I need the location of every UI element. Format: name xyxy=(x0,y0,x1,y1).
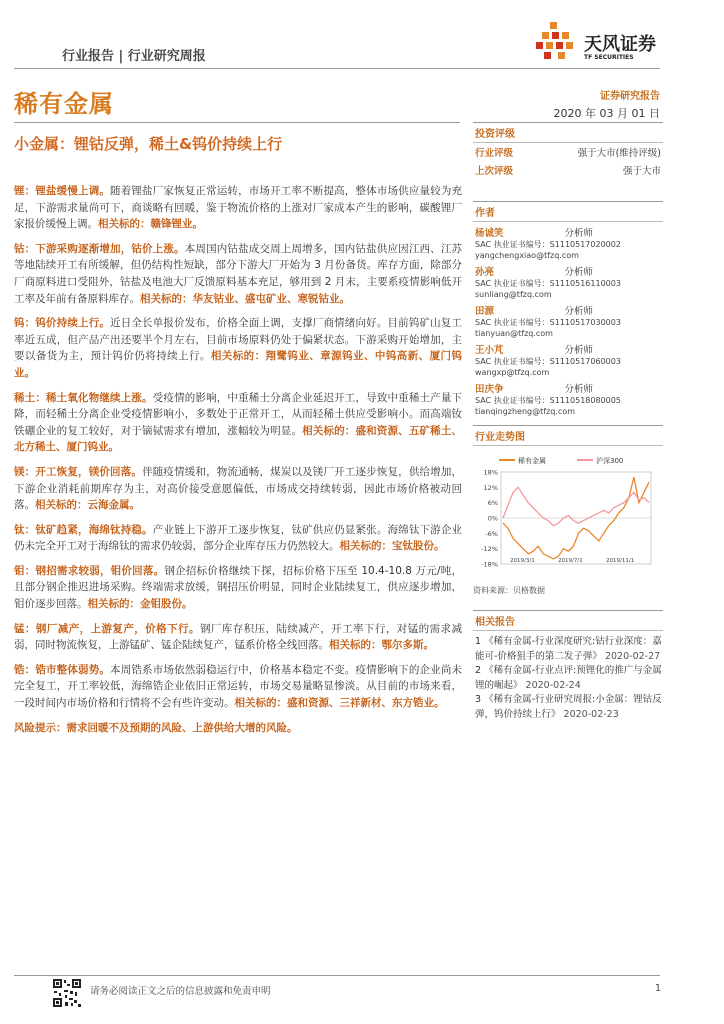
paragraph-lithium xyxy=(14,183,462,233)
paragraph-rare-earth xyxy=(14,390,462,456)
para-related: 相关标的：盛和资源、五矿稀土、北方稀土、厦门钨业。 xyxy=(14,424,462,454)
para-text: 本周国内钴盐成交周上周增多，国内钴盐供应因江西、江苏等地陆续开工有所缓解，但仍结构性短缺，部分下游大厂开始为 3 月份备货。库存方面，除部分厂商原料进口受阻外，钴盐及电池大厂反馈原料基本充足，够用到 2 月末，主要系疫情影响低开工率及年前有备原料库存。 xyxy=(14,242,463,305)
y-tick-label: 0% xyxy=(487,514,498,523)
paragraph-zirconium xyxy=(14,662,462,712)
analyst-email[interactable]: tianyuan@tfzq.com xyxy=(475,329,553,338)
analyst xyxy=(473,225,663,261)
analyst-name: 田庆争 xyxy=(475,384,504,395)
logo-name: 天风证券 xyxy=(584,34,656,55)
trend-chart xyxy=(473,452,663,596)
analyst-cert: SAC 执业证书编号：S1110517020002 xyxy=(475,240,621,249)
analyst-name: 孙亮 xyxy=(475,267,495,278)
analyst-cert: SAC 执业证书编号：S1110517060003 xyxy=(475,357,621,366)
para-text: 钢厂库存积压，陆续减产，开工率下行，对锰的需求减弱，同时物流恢复，上游锰矿、锰企陆续复产，锰系价格全线回落。 xyxy=(14,622,462,652)
para-lead: 钨：钨价持续上行。 xyxy=(14,317,111,330)
analyst xyxy=(473,303,663,339)
related-report-date: 2020-02-23 xyxy=(563,708,619,720)
report-category: 行业报告 | 行业研究周报 xyxy=(62,49,206,64)
prev-rating-label: 上次评级 xyxy=(475,166,514,177)
rating-label: 行业评级 xyxy=(475,148,514,159)
chart-source: 资料来源：贝格数据 xyxy=(473,586,545,595)
para-related: 相关标的：金钼股份。 xyxy=(87,598,193,611)
para-related: 相关标的：盛和资源、三祥新材、东方锆业。 xyxy=(234,697,445,710)
para-related: 相关标的：赣锋锂业。 xyxy=(98,218,203,231)
x-tick-label: 2019/11/1 xyxy=(606,558,635,564)
analyst xyxy=(473,342,663,378)
related-report[interactable] xyxy=(475,635,663,664)
para-lead: 锰：钢厂减产，上游复产，价格下行。 xyxy=(14,622,200,635)
para-related: 相关标的：翔鹭钨业、章源钨业、中钨高新、厦门钨业。 xyxy=(14,350,462,379)
x-tick-label: 2019/3/1 xyxy=(510,558,535,564)
footer-disclaimer: 请务必阅读正文之后的信息披露和免责申明 xyxy=(90,986,271,997)
related-heading: 相关报告 xyxy=(473,610,663,631)
y-tick-label: 12% xyxy=(483,483,498,492)
para-lead: 锆：锆市整体弱势。 xyxy=(14,663,111,676)
para-related: 相关标的：华友钴业、盛屯矿业、寒锐钴业。 xyxy=(140,292,350,305)
paragraph-manganese xyxy=(14,621,462,654)
legend-label-csi300: 沪深300 xyxy=(596,457,624,465)
legend-label-rare-metals: 稀有金属 xyxy=(518,457,546,465)
y-tick-label: -6% xyxy=(485,529,498,538)
analyst-email[interactable]: yangchengxiao@tfzq.com xyxy=(475,251,579,260)
analyst xyxy=(473,264,663,300)
paragraph-tungsten xyxy=(14,315,462,381)
related-report[interactable] xyxy=(475,693,663,722)
related-report-title: 2 《稀有金属-行业点评:预锂化的推广与金属锂的崛起》 xyxy=(475,665,662,691)
sidebar xyxy=(473,122,663,722)
analyst-role: 分析师 xyxy=(564,306,593,317)
analyst-role: 分析师 xyxy=(564,345,593,356)
analyst-email[interactable]: sunliang@tfzq.com xyxy=(475,290,552,299)
para-text: 受疫情的影响，中重稀土分离企业延迟开工，导致中重稀土产量下降，而轻稀土分离企业受疫情影响小，多数处于正常开工，从而轻稀土供应受影响小。而高端钕铁硼企业的复工较好，对于镝铽需求有增加，涨幅较为明显。 xyxy=(14,391,463,437)
analyst-email[interactable]: tianqingzheng@tfzq.com xyxy=(475,407,575,416)
chart-axes xyxy=(481,469,651,569)
related-report-date: 2020-02-24 xyxy=(525,679,581,691)
rating-value: 强于大市(维持评级) xyxy=(577,148,661,159)
page-number: 1 xyxy=(655,983,662,994)
para-text: 随着锂盐厂家恢复正常运转，市场开工率不断提高，整体市场供应量较为充足，下游需求量尚可下，商谈略有回暖，鉴于物流价格的上涨对厂家成本产生的影响，碳酸锂厂家报价缓慢上调。 xyxy=(14,185,463,231)
analyst-role: 分析师 xyxy=(564,228,593,239)
x-tick-label: 2019/7/1 xyxy=(558,558,583,564)
legend xyxy=(499,456,623,465)
related-report-title: 1 《稀有金属-行业深度研究:钴行业深度：嘉能可-价格狙手的第二发子弹》 xyxy=(475,636,662,662)
prev-rating-row xyxy=(473,161,663,179)
series-line-csi300 xyxy=(503,487,649,525)
y-tick-label: 6% xyxy=(487,499,498,508)
rating-row xyxy=(473,143,663,161)
y-tick-label: -12% xyxy=(481,545,498,554)
analyst-name: 杨诚笑 xyxy=(475,228,504,239)
para-text: 伴随疫情缓和，物流通畅，煤炭以及镁厂开工逐步恢复，供给增加，下游企业消耗前期库存为主，对高价接受意愿偏低，市场成交持续转弱，因此市场价格被动回落。 xyxy=(14,465,463,512)
risk-warning: 风险提示：需求回暖不及预期的风险、上游供给大增的风险。 xyxy=(14,721,298,734)
related-reports xyxy=(473,635,663,722)
para-related: 相关标的：云海金属。 xyxy=(35,499,140,512)
report-type: 证券研究报告 xyxy=(600,91,660,102)
analyst-email[interactable]: wangxp@tfzq.com xyxy=(475,368,550,377)
qr-code-icon xyxy=(52,978,82,1008)
rating-heading: 投资评级 xyxy=(473,122,663,143)
prev-rating-value: 强于大市 xyxy=(622,166,661,177)
para-lead: 钴：下游采购逐渐增加，钴价上涨。 xyxy=(14,242,185,255)
para-text: 近日全长单报价发布，价格全面上调，支撑厂商情绪向好。目前钨矿山复工率近五成，但产品产出还要半个月左右，目前市场原料仍处于偏紧状态。下游采购开始增加，主要以备货为主，预计钨价仍将持续上行。 xyxy=(14,317,463,363)
para-text: 产业链上下游开工逐步恢复，钛矿供应仍显紧张。海绵钛下游企业仍未完全开工对于海绵钛的需求仍较弱，部分企业库存压力仍然较大。 xyxy=(14,523,463,553)
related-report[interactable] xyxy=(475,664,663,693)
analyst-name: 王小芃 xyxy=(475,345,504,356)
analyst-cert: SAC 执业证书编号：S1110518080005 xyxy=(475,396,621,405)
analyst-cert: SAC 执业证书编号：S1110517030003 xyxy=(475,318,621,327)
header-divider xyxy=(14,68,660,69)
paragraph-cobalt xyxy=(14,241,462,307)
analyst-role: 分析师 xyxy=(564,267,593,278)
para-lead: 钛：钛矿趋紧，海绵钛持稳。 xyxy=(14,523,153,536)
report-body xyxy=(14,183,462,744)
title-divider xyxy=(14,122,460,123)
report-date: 2020 年 03 月 01 日 xyxy=(553,107,660,120)
para-related: 相关标的：宝钛股份。 xyxy=(339,540,445,553)
para-lead: 镁：开工恢复，镁价回落。 xyxy=(14,465,143,478)
analyst-role: 分析师 xyxy=(564,384,593,395)
trend-chart-svg xyxy=(473,452,659,580)
para-lead: 锂：锂盐缓慢上调。 xyxy=(14,185,111,197)
paragraph-titanium xyxy=(14,522,462,555)
logo-mark-icon xyxy=(536,22,573,59)
sector-title: 稀有金属 xyxy=(14,90,114,118)
logo-subtitle: TF SECURITIES xyxy=(584,54,634,61)
related-report-title: 3 《稀有金属-行业研究周报:小金属：锂钴反弹，钨价持续上行》 xyxy=(475,694,662,720)
trend-heading: 行业走势图 xyxy=(473,425,663,446)
analyst-cert: SAC 执业证书编号：S1110516110003 xyxy=(475,279,621,288)
para-text: 钢企招标价格继续下探，招标价格下压至 10.4-10.8 万元/吨，且部分钢企推迟进场采购。终端需求放缓，钢招压价明显，同时企业陆续复工，供应逐步增加，钼价逐步回落。 xyxy=(14,564,462,611)
para-related: 相关标的：鄂尔多斯。 xyxy=(329,639,434,652)
y-tick-label: -18% xyxy=(481,560,498,569)
para-text: 本周锆系市场依然弱稳运行中，价格基本稳定不变。疫情影响下的企业尚未完全复工，开工率较低，海绵锆企业依旧正常运转，市场交易量略显惨淡。从目前的市场来看，一段时间内市场价格和行情将不会有些许变动。 xyxy=(14,663,463,710)
para-lead: 钼：钢招需求较弱，钼价回落。 xyxy=(14,564,165,577)
paragraph-molybdenum xyxy=(14,563,462,613)
y-tick-label: 18% xyxy=(483,468,498,477)
paragraph-magnesium xyxy=(14,464,462,514)
footer-divider xyxy=(14,975,660,976)
report-title: 小金属：锂钴反弹，稀土&钨价持续上行 xyxy=(14,135,283,153)
related-report-date: 2020-02-27 xyxy=(604,650,661,662)
authors-heading: 作者 xyxy=(473,201,663,222)
para-lead: 稀土：稀土氧化物继续上涨。 xyxy=(14,391,153,404)
analyst xyxy=(473,381,663,417)
analyst-name: 田源 xyxy=(475,306,495,317)
